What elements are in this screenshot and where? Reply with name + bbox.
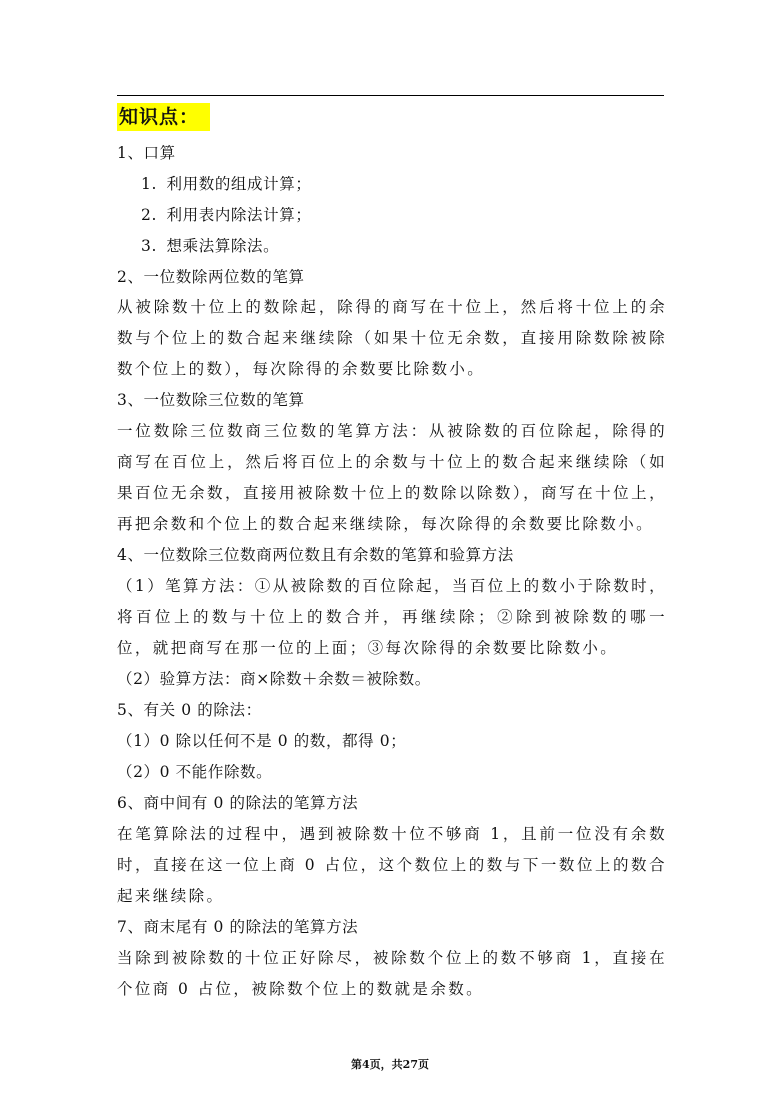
section-title-4: 4、一位数除三位数商两位数且有余数的笔算和验算方法 (117, 546, 514, 565)
page-footer: 第4页，共27页 (351, 1058, 429, 1071)
list-item-number: 2. (141, 205, 157, 224)
list-item (117, 200, 667, 231)
list-item-number: 3. (141, 236, 157, 255)
document-body (117, 138, 667, 1005)
section-paragraph-6: 在笔算除法的过程中，遇到被除数十位不够商 1，且前一位没有余数时，直接在这一位上商 0 占位，这个数位上的数与下一数位上的数合起来继续除。 (117, 824, 667, 905)
section-paragraph-2: 从被除数十位上的数除起，除得的商写在十位上，然后将十位上的余数与个位上的数合起来继续除（如果十位无余数，直接用除数除被除数个位上的数），每次除得的余数要比除数小。 (117, 298, 667, 379)
list-item-text: 想乘法算除法。 (166, 236, 280, 255)
section-title-5: 5、有关 0 的除法： (117, 701, 262, 720)
section-paragraph-4: （1）笔算方法：①从被除数的百位除起，当百位上的数小于除数时，将百位上的数与十位上的数合并，再继续除；②除到被除数的哪一位，就把商写在那一位的上面；③每次除得的余数要比除数小。 (117, 577, 667, 658)
page-heading: 知识点： (117, 103, 210, 131)
list-item-text: 利用表内除法计算； (166, 205, 312, 224)
list-item (117, 231, 667, 262)
section-title-6: 6、商中间有 0 的除法的笔算方法 (117, 793, 359, 812)
section-line-5-2: （2）0 不能作除数。 (117, 762, 273, 781)
header-rule (117, 95, 664, 96)
section-paragraph-7: 当除到被除数的十位正好除尽，被除数个位上的数不够商 1，直接在个位商 0 占位，被除数个位上的数就是余数。 (117, 948, 667, 998)
list-item (117, 169, 667, 200)
section-paragraph-3: 一位数除三位数商三位数的笔算方法：从被除数的百位除起，除得的商写在百位上，然后将百位上的余数与十位上的数合起来继续除（如果百位无余数，直接用被除数十位上的数除以除数），商写在十位上，再把余数和个位上的数合起来继续除，每次除得的余数要比除数小。 (117, 422, 667, 534)
section-line-5-1: （1）0 除以任何不是 0 的数，都得 0； (117, 732, 407, 751)
section-title-1: 1、口算 (117, 144, 176, 162)
section-line-4-2: （2）验算方法：商×除数＋余数＝被除数。 (117, 670, 431, 689)
list-item-text: 利用数的组成计算； (166, 174, 312, 193)
list-item-number: 1. (141, 174, 157, 193)
section-title-3: 3、一位数除三位数的笔算 (117, 391, 305, 410)
section-title-7: 7、商末尾有 0 的除法的笔算方法 (117, 917, 359, 936)
section-title-2: 2、一位数除两位数的笔算 (117, 267, 305, 286)
